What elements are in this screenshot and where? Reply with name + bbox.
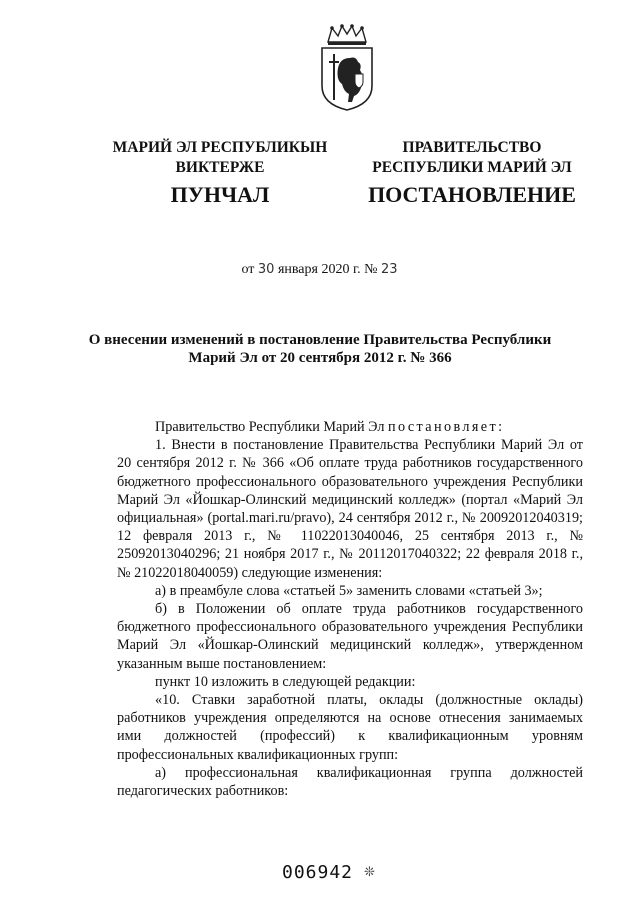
- intro-text: Правительство Республики Марий Эл: [155, 419, 385, 435]
- intro-decree-word: постановляет:: [387, 419, 505, 435]
- header-right-line-2: РЕСПУБЛИКИ МАРИЙ ЭЛ: [372, 159, 572, 176]
- header-mari-left: [100, 138, 340, 178]
- paragraph-10-a: а) профессиональная квалификационная группа должностей педагогических работников:: [117, 764, 583, 800]
- serial-number: 006942: [282, 862, 354, 883]
- date-prefix: от: [241, 262, 255, 277]
- intro-paragraph: [117, 418, 583, 436]
- header-right-line-1: ПРАВИТЕЛЬСТВО: [402, 139, 542, 156]
- paragraph-1: 1. Внести в постановление Правительства Республики Марий Эл от 20 сентября 2012 г. № 366 «Об оплате труда работников государственного бюджетного профессионального образовательного учреждения Республики Марий Эл «Йошкар-Олинский медицинский колледж» (портал «Марий Эл официальная» (portal.mari.ru/pravo), 24 сентября 2012 г., № 20092012040319; 12 февраля 2013 г., № 11022013040046, 25 сентября 2013 г., № 25092013040296; 21 ноября 2017 г., № 20112017040322; 22 февраля 2018 г., № 21022018040059) следующие изменения:: [117, 437, 583, 581]
- subject-line-1: О внесении изменений в постановление Правительства Республики: [88, 332, 552, 348]
- document-dateline: [0, 262, 639, 278]
- header-left-line-1: МАРИЙ ЭЛ РЕСПУБЛИКЫН: [112, 139, 328, 156]
- subject-line-2: Марий Эл от 20 сентября 2012 г. № 366: [188, 350, 452, 366]
- mari-el-coat-of-arms-icon: [318, 22, 376, 112]
- document-subject: [80, 331, 560, 367]
- footer-ornament-icon: ❊: [364, 864, 375, 879]
- header-left-line-2: ВИКТЕРЖЕ: [175, 159, 265, 176]
- coat-of-arms-emblem: [318, 22, 376, 112]
- paragraph-point-10: пункт 10 изложить в следующей редакции:: [155, 673, 416, 690]
- paragraph-b: б) в Положении об оплате труда работников государственного бюджетного профессионального образовательного учреждения Республики Марий Эл «Йошкар-Олинский медицинский колледж», утвержденном указанным выше постановлением:: [117, 601, 583, 672]
- document-body: [117, 418, 583, 800]
- paragraph-a: а) в преамбуле слова «статьей 5» заменить словами «статьей 3»;: [155, 582, 543, 599]
- header-russian-right: [352, 138, 592, 178]
- date-day: 30: [257, 262, 275, 277]
- doc-type-mari: ПУНЧАЛ: [170, 182, 270, 207]
- paragraph-10-text: «10. Ставки заработной платы, оклады (должностные оклады) работников учреждения определяются на основе отнесения занимаемых ими должностей (профессий) к квалификационным уровням профессиональных квалификационных групп:: [117, 692, 583, 763]
- date-month-year: января 2020 г. №: [277, 262, 378, 277]
- doc-type-russian: ПОСТАНОВЛЕНИЕ: [368, 182, 576, 207]
- document-number: 23: [380, 262, 398, 277]
